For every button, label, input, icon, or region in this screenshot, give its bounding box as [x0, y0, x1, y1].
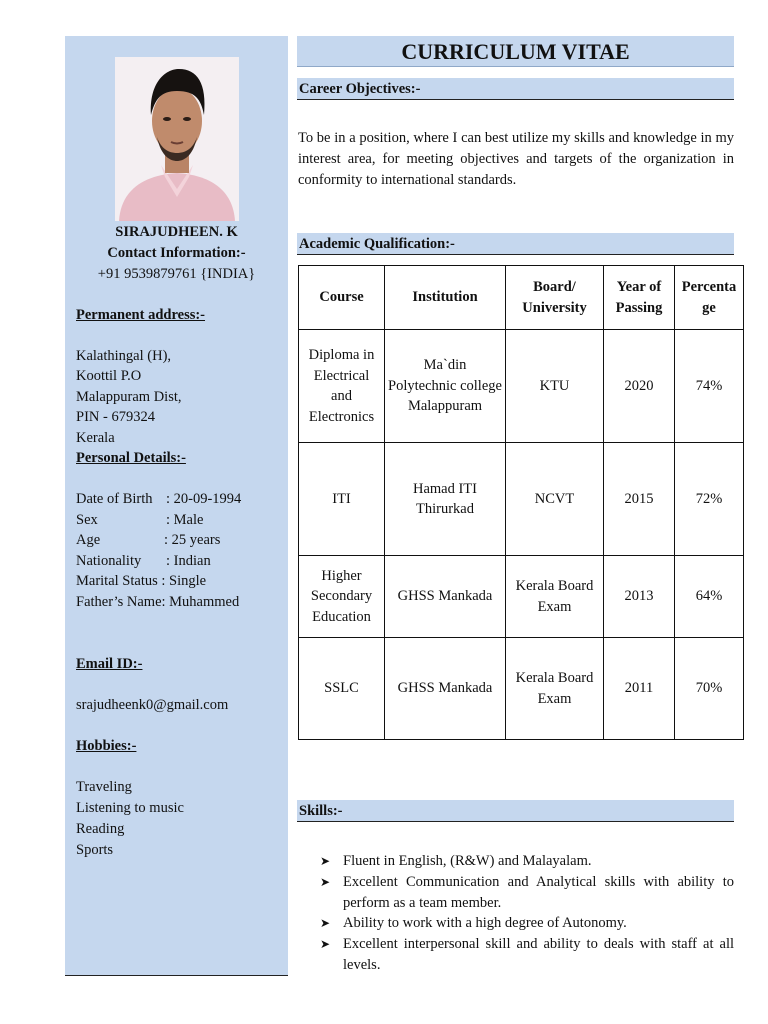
address-line: Malappuram Dist,	[76, 389, 182, 405]
personal-value: : Male	[166, 512, 204, 528]
table-row	[299, 638, 744, 740]
academic-table	[298, 265, 744, 740]
career-heading: Career Objectives:-	[297, 78, 734, 100]
personal-label: Nationality	[76, 553, 142, 569]
table-cell: 2011	[604, 638, 675, 740]
personal-label: Father’s Name	[76, 594, 162, 610]
personal-value: : Single	[161, 573, 207, 589]
personal-nationality	[76, 551, 211, 572]
list-item	[320, 934, 734, 976]
table-cell: 2020	[604, 330, 675, 443]
address-line: Kalathingal (H),	[76, 348, 172, 364]
skills-heading: Skills:-	[297, 800, 734, 822]
hobby-item: Listening to music	[76, 800, 184, 816]
arrow-bullet-icon: ➤	[320, 937, 331, 952]
personal-value: : Indian	[166, 553, 211, 569]
personal-heading: Personal Details:-	[76, 450, 186, 466]
table-cell: 72%	[675, 443, 744, 556]
skill-text: Excellent interpersonal skill and ability to deals with staff at all levels.	[343, 936, 734, 973]
academic-heading: Academic Qualification:-	[297, 233, 734, 255]
address-line: PIN - 679324	[76, 409, 155, 425]
hobby-item: Traveling	[76, 779, 132, 795]
table-row	[299, 443, 744, 556]
sidebar	[65, 36, 288, 976]
table-cell: 64%	[675, 556, 744, 638]
skill-text: Fluent in English, (R&W) and Malayalam.	[343, 853, 592, 869]
column-header: Board/ University	[506, 266, 604, 330]
table-cell: SSLC	[299, 638, 385, 740]
table-row	[299, 556, 744, 638]
email-heading: Email ID:-	[76, 656, 143, 672]
address-line: Koottil P.O	[76, 368, 142, 384]
personal-label: Marital Status	[76, 573, 158, 589]
profile-photo	[115, 57, 239, 221]
skill-text: Ability to work with a high degree of Autonomy.	[343, 915, 627, 932]
table-cell: Higher Secondary Education	[299, 556, 385, 638]
phone-number: +91 9539879761 {INDIA}	[97, 266, 256, 282]
personal-father	[76, 592, 239, 613]
personal-label: Sex	[76, 512, 98, 528]
table-cell: ITI	[299, 443, 385, 556]
column-header: Year of Passing	[604, 266, 675, 330]
arrow-bullet-icon: ➤	[320, 874, 331, 889]
table-cell: NCVT	[506, 443, 604, 556]
table-cell: GHSS Mankada	[385, 556, 506, 638]
table-cell: Kerala Board Exam	[506, 556, 604, 638]
column-header: Percenta ge	[675, 266, 744, 330]
table-cell: Ma`din Polytechnic college Malappuram	[385, 330, 506, 443]
address-heading: Permanent address:-	[76, 307, 206, 323]
table-cell: KTU	[506, 330, 604, 443]
personal-age	[76, 530, 221, 551]
personal-value: : 20-09-1994	[166, 491, 242, 507]
person-photo-icon	[115, 57, 239, 221]
skills-list	[320, 851, 734, 976]
personal-value: : 25 years	[164, 532, 221, 548]
arrow-bullet-icon: ➤	[320, 854, 331, 868]
table-cell: GHSS Mankada	[385, 638, 506, 740]
list-item	[320, 913, 734, 934]
table-cell: Diploma in Electrical and Electronics	[299, 330, 385, 443]
list-item	[320, 851, 734, 872]
personal-sex	[76, 510, 204, 531]
table-cell: 70%	[675, 638, 744, 740]
candidate-name: SIRAJUDHEEN. K	[115, 224, 238, 240]
arrow-bullet-icon: ➤	[320, 916, 331, 931]
address-line: Kerala	[76, 430, 115, 446]
personal-dob	[76, 489, 242, 510]
hobbies-heading: Hobbies:-	[76, 738, 137, 754]
hobby-item: Reading	[76, 821, 125, 837]
column-header: Course	[299, 266, 385, 330]
personal-label: Date of Birth	[76, 491, 153, 507]
table-header-row	[299, 266, 744, 330]
table-cell: 2013	[604, 556, 675, 638]
table-cell: 74%	[675, 330, 744, 443]
email-address: srajudheenk0@gmail.com	[76, 697, 229, 713]
table-cell: 2015	[604, 443, 675, 556]
table-cell: Kerala Board Exam	[506, 638, 604, 740]
list-item	[320, 872, 734, 914]
personal-label: Age	[76, 532, 101, 548]
skill-text: Excellent Communication and Analytical skills with ability to perform as a team member.	[343, 873, 734, 911]
table-cell: Hamad ITI Thirurkad	[385, 443, 506, 556]
personal-value: : Muhammed	[161, 594, 240, 610]
column-header: Institution	[385, 266, 506, 330]
personal-marital	[76, 571, 206, 592]
contact-heading: Contact Information:-	[107, 245, 246, 261]
table-row	[299, 330, 744, 443]
career-text: To be in a position, where I can best utilize my skills and knowledge in my interest area, for meeting objectives and targets of the organization in conformity to international standards.	[298, 130, 734, 188]
hobby-item: Sports	[76, 842, 114, 858]
document-title: CURRICULUM VITAE	[297, 36, 734, 67]
